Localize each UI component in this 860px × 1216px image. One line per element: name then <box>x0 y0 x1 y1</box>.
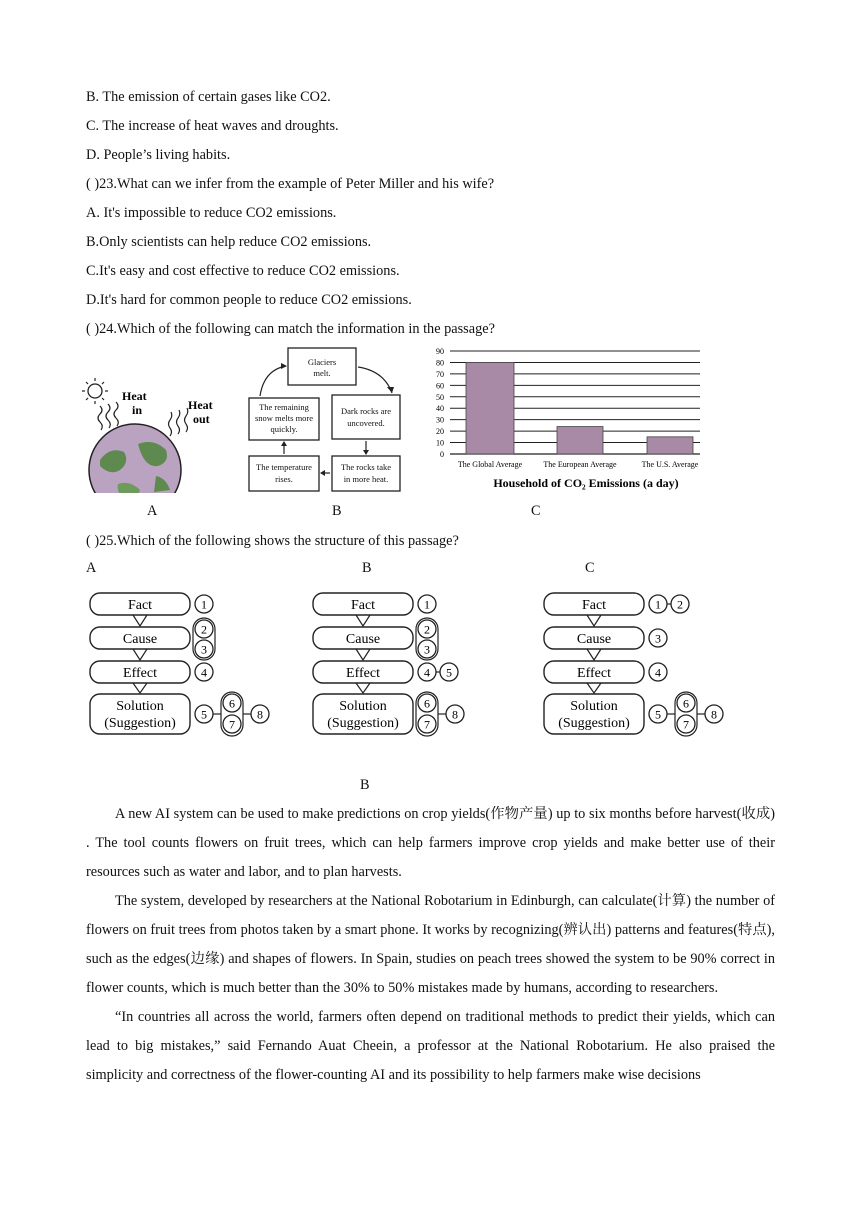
passage-paragraph-3: “In countries all across the world, farmers often depend on traditional methods to predict their yields, which can lead to big mistakes,” said Fernando Auat Cheein, a professor at the National Robotarium. He also praised the simplicity and correctness of the flower-counting AI and its possibility to help farmers make wise decisions <box>86 1009 775 1083</box>
svg-text:The rocks take: The rocks take <box>340 462 392 472</box>
heat-in-arrows <box>98 402 118 430</box>
number-label: 4 <box>424 665 430 680</box>
q23-option-a: A. It's impossible to reduce CO2 emissions. <box>86 205 337 221</box>
down-arrow <box>356 615 370 626</box>
down-arrow <box>356 649 370 660</box>
structure-box-label: (Suggestion) <box>327 716 399 731</box>
bar <box>557 427 603 454</box>
structure-box-label: Solution <box>116 699 164 714</box>
y-tick-label: 90 <box>436 347 444 356</box>
q24-stem: ( )24.Which of the following can match the information in the passage? <box>86 321 495 337</box>
q23-stem: ( )23.What can we infer from the example of Peter Miller and his wife? <box>86 176 495 192</box>
structure-box-label: Effect <box>123 666 157 681</box>
svg-text:Dark rocks are: Dark rocks are <box>340 406 392 416</box>
number-label: 2 <box>677 597 683 612</box>
structure-box-label: Cause <box>122 632 158 647</box>
structure-box-label: (Suggestion) <box>558 716 630 731</box>
svg-text:rises.: rises. <box>275 474 293 484</box>
bar <box>466 362 514 454</box>
fig-c-label: C <box>531 503 541 519</box>
q22-option-c: C. The increase of heat waves and droughts. <box>86 118 339 134</box>
glacier-cycle-diagram <box>246 345 406 495</box>
structure-option <box>313 593 464 736</box>
number-label: 3 <box>424 642 430 657</box>
svg-text:snow melts more: snow melts more <box>254 413 314 423</box>
q25-stem: ( )25.Which of the following shows the structure of this passage? <box>86 533 459 549</box>
down-arrow <box>587 615 601 626</box>
structure-box-label: (Suggestion) <box>104 716 176 731</box>
down-arrow <box>133 615 147 626</box>
number-label: 4 <box>201 665 207 680</box>
svg-text:Glaciers: Glaciers <box>307 357 337 367</box>
y-tick-label: 10 <box>436 438 444 448</box>
number-label: 2 <box>424 622 430 637</box>
y-tick-label: 30 <box>436 415 444 425</box>
heat-out-arrows <box>169 408 188 436</box>
structure-option <box>544 593 723 736</box>
y-tick-label: 80 <box>436 358 444 368</box>
svg-text:The temperature: The temperature <box>256 462 312 472</box>
structure-box-label: Fact <box>127 598 153 613</box>
structure-box-label: Solution <box>339 699 387 714</box>
structure-diagrams <box>84 587 764 739</box>
structure-box-label: Fact <box>581 598 607 613</box>
number-label: 7 <box>683 717 689 732</box>
category-label: The Global Average <box>457 460 523 469</box>
q25-label-b: B <box>362 560 372 576</box>
svg-text:out: out <box>193 412 210 426</box>
svg-text:in more heat.: in more heat. <box>343 474 389 484</box>
structure-box-label: Effect <box>577 666 611 681</box>
number-label: 5 <box>201 707 207 722</box>
y-tick-label: 0 <box>440 450 444 459</box>
down-arrow <box>587 683 601 693</box>
fig-b-label: B <box>332 503 342 519</box>
y-tick-label: 50 <box>436 392 444 402</box>
structure-option <box>90 593 269 736</box>
down-arrow <box>587 649 601 660</box>
number-label: 8 <box>452 707 458 722</box>
number-label: 3 <box>655 631 661 646</box>
svg-text:quickly.: quickly. <box>270 424 298 434</box>
down-arrow <box>356 683 370 693</box>
y-tick-label: 60 <box>436 381 444 391</box>
earth-heat-figure <box>78 372 228 497</box>
number-label: 7 <box>229 717 235 732</box>
sun-icon <box>82 378 108 404</box>
structure-box-label: Effect <box>346 666 380 681</box>
bar <box>647 437 693 454</box>
number-label: 6 <box>683 696 689 711</box>
structure-box-label: Solution <box>570 699 618 714</box>
structure-box-label: Fact <box>350 598 376 613</box>
number-label: 2 <box>201 622 207 637</box>
down-arrow <box>133 683 147 693</box>
number-label: 5 <box>446 665 452 680</box>
fig-a-label: A <box>147 503 158 519</box>
chart-title: Household of CO₂ Emissions (a day) <box>493 476 679 490</box>
number-label: 6 <box>229 696 235 711</box>
number-label: 8 <box>711 707 717 722</box>
number-label: 1 <box>201 597 207 612</box>
number-label: 7 <box>424 717 430 732</box>
passage <box>86 800 775 1090</box>
number-label: 5 <box>655 707 661 722</box>
q22-option-d: D. People’s living habits. <box>86 147 231 163</box>
passage-paragraph-1: A new AI system can be used to make predictions on crop yields(作物产量) up to six months before harvest(收成) . The tool counts flowers on fruit trees, which can help farmers improve crop yields and make better use of their resources such as water and labor, and to plan harvests. <box>86 806 775 880</box>
category-label: The European Average <box>543 460 617 469</box>
y-tick-label: 70 <box>436 369 444 379</box>
q22-option-b: B. The emission of certain gases like CO2. <box>86 89 331 105</box>
co2-emissions-chart <box>426 343 716 493</box>
number-label: 6 <box>424 696 430 711</box>
svg-text:melt.: melt. <box>313 368 331 378</box>
q23-option-c: C.It's easy and cost effective to reduce CO2 emissions. <box>86 263 400 279</box>
number-label: 3 <box>201 642 207 657</box>
number-label: 8 <box>257 707 263 722</box>
svg-text:Heat: Heat <box>122 389 147 403</box>
down-arrow <box>133 649 147 660</box>
q25-label-c: C <box>585 560 595 576</box>
number-label: 1 <box>424 597 430 612</box>
category-label: The U.S. Average <box>641 460 699 469</box>
passage-paragraph-2: The system, developed by researchers at the National Robotarium in Edinburgh, can calculate(计算) the number of flowers on fruit trees from photos taken by a smart phone. It works by recognizing(辨认出) patterns and features(特点), such as the edges(边缘) and shapes of flowers. In Spain, studies on peach trees showed the system to be 90% correct in flower counts, which is much better than the 30% to 50% mistakes made by humans, according to researchers. <box>86 893 775 996</box>
q23-option-b: B.Only scientists can help reduce CO2 emissions. <box>86 234 372 250</box>
section-label: B <box>360 777 370 793</box>
y-tick-label: 20 <box>436 427 444 437</box>
svg-text:Heat: Heat <box>188 398 213 412</box>
number-label: 4 <box>655 665 661 680</box>
svg-text:The remaining: The remaining <box>259 402 309 412</box>
svg-text:in: in <box>132 403 143 417</box>
structure-box-label: Cause <box>576 632 612 647</box>
number-label: 1 <box>655 597 661 612</box>
svg-text:uncovered.: uncovered. <box>347 418 385 428</box>
q23-option-d: D.It's hard for common people to reduce CO2 emissions. <box>86 292 412 308</box>
structure-box-label: Cause <box>345 632 381 647</box>
q25-label-a: A <box>86 560 97 576</box>
y-tick-label: 40 <box>436 404 444 414</box>
